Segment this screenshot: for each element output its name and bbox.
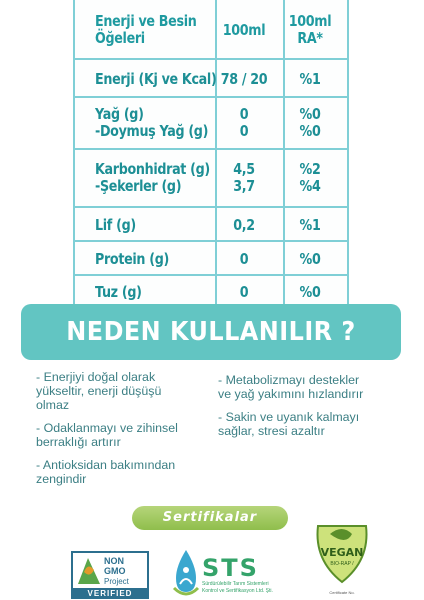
use-item-line: - Antioksidan bakımından [36,458,176,472]
table-row [75,206,347,242]
nutrient-name: Tuz (g) [95,282,142,301]
use-item-line: zengindir [36,472,87,486]
use-item-line: olmaz [36,398,70,412]
use-item-line: - Odaklanmayı ve zihinsel [36,421,178,435]
nutrient-value: 78 / 20 [220,69,268,88]
nutrient-name: Yağ (g) [95,105,144,123]
header-100ml-ra: 100ml [288,12,332,30]
use-item-line: berraklığı artırır [36,435,121,449]
sts-sub1: Sürdürülebilir Tarım Sistemleri [202,581,269,587]
header-nutrient-line2: Öğeleri [95,29,145,47]
use-item-line: - Sakin ve uyanık kalmayı [218,410,360,424]
vegan-logo [312,520,372,600]
nutrient-name: Karbonhidrat (g) [95,160,210,178]
table-row [75,240,347,276]
use-item-line: - Enerjiyi doğal olarak [36,370,156,384]
use-item [218,410,359,438]
certificates-title: Sertifikalar [132,506,288,530]
nutrient-subra: %4 [299,177,321,195]
sts-logo [172,548,292,600]
nongmo-line1: NON [104,556,124,566]
nutrient-ra: %1 [299,69,321,88]
use-item-line: yükseltir, enerji düşüşü [36,384,162,398]
nutrient-value: 0 [239,105,249,123]
why-use-banner [21,304,401,360]
nutrient-name: Enerji (Kj ve Kcal) [95,69,217,88]
vegan-cert: Certificate No. [329,590,355,595]
use-item [36,370,161,412]
nutrient-value: 0 [239,249,249,268]
header-100ml: 100ml [222,20,266,39]
nutrient-subvalue: 3,7 [233,177,255,195]
banner-title: NEDEN KULLANILIR ? [66,317,356,347]
header-ra: RA* [297,29,323,47]
vegan-label: VEGAN [320,546,364,559]
use-item-line: ve yağ yakımını hızlandırır [218,387,364,401]
sts-sub2: Kontrol ve Sertifikasyon Ltd. Şti. [202,588,273,594]
nutrient-value: 0 [239,282,249,301]
table-row [75,96,347,148]
table-row [75,58,347,98]
nutrient-name: Lif (g) [95,215,136,234]
non-gmo-logo [70,550,150,600]
nutrient-subname: -Doymuş Yağ (g) [95,122,209,140]
nutrient-ra: %0 [299,249,321,268]
use-item-line: sağlar, stresi azaltır [218,424,325,438]
table-row [75,274,347,308]
vegan-sub: BIO-RAP / [330,561,354,567]
nutrient-ra: %2 [299,160,321,178]
nutrient-name: Protein (g) [95,249,169,268]
nutrient-ra: %0 [299,282,321,301]
nutrient-ra: %0 [299,105,321,123]
nutrient-ra: %1 [299,215,321,234]
nongmo-verified: VERIFIED [87,589,133,598]
nongmo-line3: Project [104,577,129,586]
nutrient-subvalue: 0 [239,122,249,140]
table-header-row [75,8,347,52]
use-item [218,373,363,401]
header-nutrient: Enerji ve Besin [95,12,197,30]
table-row [75,148,347,206]
nutrient-value: 4,5 [233,160,255,178]
use-item-line: - Metabolizmayı destekler [218,373,360,387]
sts-name: STS [202,554,259,582]
nutrition-table [73,0,349,310]
nutrient-subname: -Şekerler (g) [95,177,182,195]
use-item [36,421,178,449]
use-item [36,458,175,486]
nutrient-value: 0,2 [233,215,255,234]
nongmo-line2: GMO [104,566,126,576]
nutrient-subra: %0 [299,122,321,140]
